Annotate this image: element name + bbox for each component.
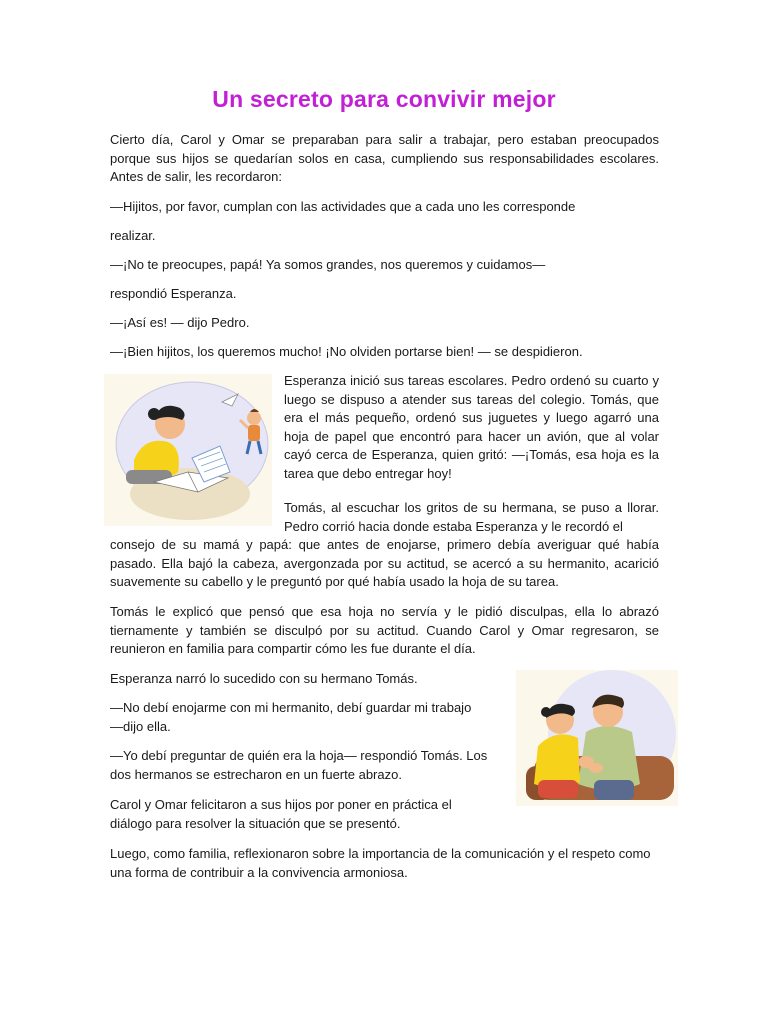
paragraph-intro: Cierto día, Carol y Omar se preparaban para salir a trabajar, pero estaban preocupados porque sus hijos se quedarían solos en casa, cumpliendo sus responsabilidades escolares. Antes de salir, les recordaron: bbox=[110, 132, 659, 184]
girl-homework-illustration-icon bbox=[104, 374, 272, 526]
paragraph-no-debi: —No debí enojarme con mi hermanito, debí guardar mi trabajo—dijo ella. bbox=[110, 700, 472, 734]
dialogue-pedro: —¡Así es! — dijo Pedro. bbox=[110, 315, 250, 330]
paragraph-felicitaron: Carol y Omar felicitaron a sus hijos por poner en práctica el diálogo para resolver la situación que se presentó. bbox=[110, 797, 452, 831]
paragraph-explico: Tomás le explicó que pensó que esa hoja no servía y le pidió disculpas, ella lo abrazó tiernamente y también se disculpó por su actitud. Cuando Carol y Omar regresaron, se reunieron en familia para compartir cómo les fue durante el día. bbox=[110, 604, 659, 656]
siblings-hug-illustration-icon bbox=[516, 670, 678, 806]
dialogue-parents-1: —Hijitos, por favor, cumplan con las actividades que a cada uno les corresponde bbox=[110, 199, 576, 214]
dialogue-esperanza: —¡No te preocupes, papá! Ya somos grandes, nos queremos y cuidamos— bbox=[110, 257, 546, 272]
paragraph-luego: Luego, como familia, reflexionaron sobre la importancia de la comunicación y el respeto como una forma de contribuir a la convivencia armoniosa. bbox=[110, 846, 651, 880]
paragraph-narro: Esperanza narró lo sucedido con su hermano Tomás. bbox=[110, 671, 418, 686]
paragraph-llorar-cont: consejo de su mamá y papá: que antes de enojarse, primero debía averiguar qué había pasado. Ella bajó la cabeza, avergonzada por su actitud, se acercó a su hermanito, acarició suavemente su cabello y le preguntó por qué había usado la hoja de su tarea. bbox=[110, 537, 659, 589]
paragraph-llorar: Tomás, al escuchar los gritos de su hermana, se puso a llorar. Pedro corrió hacia donde estaba Esperanza y le recordó el bbox=[284, 500, 659, 534]
paragraph-tareas: Esperanza inició sus tareas escolares. Pedro ordenó su cuarto y luego se dispuso a atender sus tareas del colegio. Tomás, que era el más pequeño, ordenó sus juguetes y luego agarró una hoja de papel que encontró para hacer un avión, que al volar cayó cerca de Esperanza, quien gritó: —¡Tomás, esa hoja es la tarea que debo entregar hoy! bbox=[284, 373, 659, 481]
dialogue-parents-1-cont: realizar. bbox=[110, 228, 156, 243]
dialogue-esperanza-cont: respondió Esperanza. bbox=[110, 286, 237, 301]
dialogue-farewell: —¡Bien hijitos, los queremos mucho! ¡No olviden portarse bien! — se despidieron. bbox=[110, 344, 583, 359]
paragraph-yo-debi: —Yo debí preguntar de quién era la hoja— respondió Tomás. Los dos hermanos se estrecharon en un fuerte abrazo. bbox=[110, 748, 488, 782]
page-title: Un secreto para convivir mejor bbox=[212, 86, 556, 112]
